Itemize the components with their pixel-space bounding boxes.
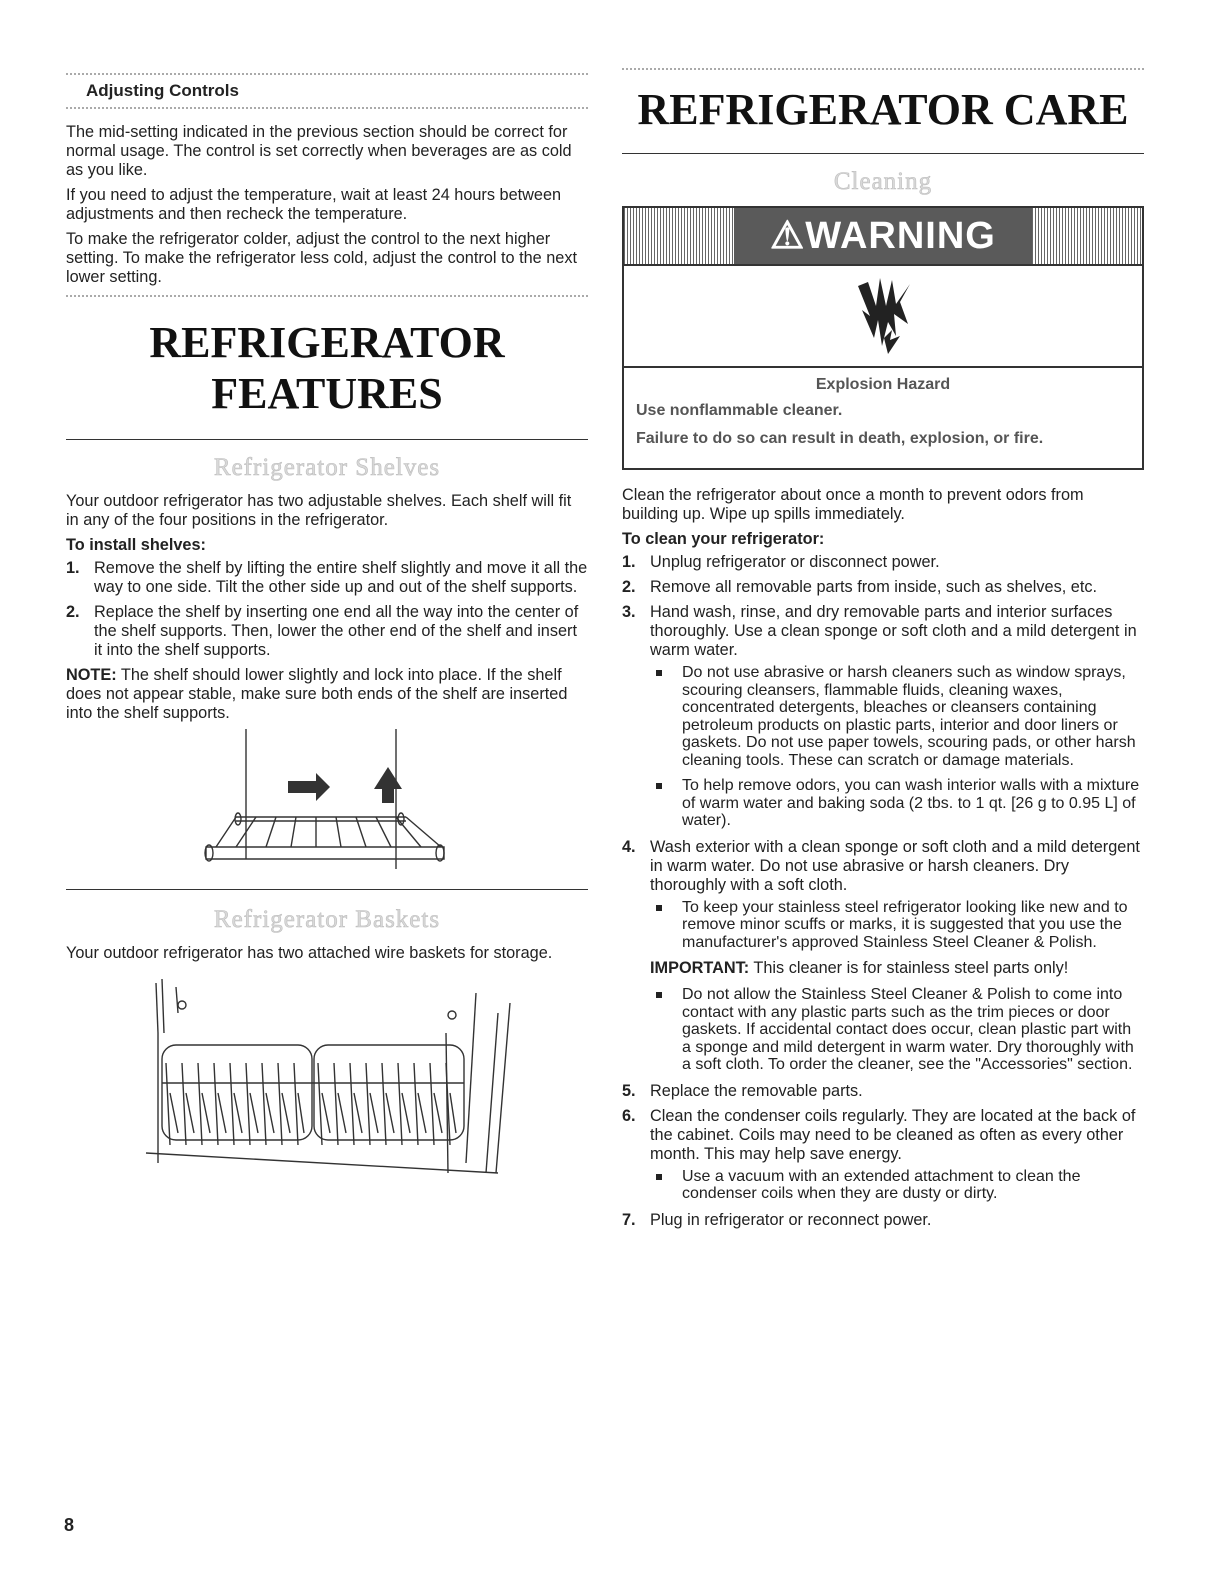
rule [622, 153, 1144, 154]
list-item: 2. Replace the shelf by inserting one end all the way into the center of the shelf supports. Then, lower the other end of the shelf and insert it into the shelf supports. [66, 603, 579, 659]
warning-line: Failure to do so can result in death, explosion, or fire. [636, 430, 1044, 447]
adjusting-paragraph: The mid-setting indicated in the previous section should be correct for normal usage. The control is set correctly when beverages are as cold as you like. [66, 123, 572, 179]
list-item: 7. Plug in refrigerator or reconnect power. [622, 1210, 932, 1229]
install-shelves-label: To install shelves: [66, 536, 206, 554]
divider [66, 73, 588, 75]
care-title: REFRIGERATOR CARE [637, 85, 1129, 134]
clean-label: To clean your refrigerator: [622, 530, 825, 548]
hazard-title: Explosion Hazard [815, 376, 951, 393]
list-item: 3. Hand wash, rinse, and dry removable parts and interior surfaces thoroughly. Use a clean sponge or soft cloth and a mild detergent in warm water. Do not use abrasive or harsh cleaners such as window sprays, scouring cleansers, flammable fluids, cleaning waxes, concentrated detergents, bleaches or cleansers containing petroleum products on plastic parts, interior and door liners or gaskets. Do not use paper towels, scouring pads, or other harsh cleaning tools. These can scratch or damage materials. To help remove odors, you can wash interior walls with a mixture of warm water and baking soda (2 tbs. to 1 qt. [26 g to 0.95 L] of water). [622, 603, 1144, 830]
adjusting-controls-heading: Adjusting Controls [86, 81, 239, 100]
list-item: To keep your stainless steel refrigerator looking like new and to remove minor scuffs or marks, it is suggested that you use the manufacturer's approved Stainless Steel Cleaner & Polish. [622, 899, 1144, 952]
divider [66, 107, 588, 109]
sub-list [622, 986, 1144, 1074]
features-title: REFRIGERATOR FEATURES [149, 318, 505, 418]
warning-box [622, 206, 1144, 470]
page-number: 8 [64, 1515, 75, 1535]
list-item: To help remove odors, you can wash interior walls with a mixture of warm water and baking soda (2 tbs. to 1 qt. [26 g to 0.95 L] of water). [622, 777, 1144, 830]
adjusting-paragraph: To make the refrigerator colder, adjust the control to the next higher setting. To make the refrigerator less cold, adjust the control to the next lower setting. [66, 230, 578, 286]
shelves-intro: Your outdoor refrigerator has two adjustable shelves. Each shelf will fit in any of the four positions in the refrigerator. [66, 492, 572, 529]
rule [66, 889, 588, 890]
list-item: 1. Remove the shelf by lifting the entire shelf slightly and move it all the way to one side. Tilt the other side up and out of the shelf supports. [66, 559, 588, 596]
sub-list [622, 1168, 1144, 1203]
sub-list [622, 664, 1144, 830]
install-steps [66, 559, 588, 660]
important-note: IMPORTANT: This cleaner is for stainless steel parts only! [650, 959, 1069, 977]
list-item: 6. Clean the condenser coils regularly. They are located at the back of the cabinet. Coils may need to be cleaned as often as every other month. This may help save energy. Use a vacuum with an extended attachment to clean the condenser coils when they are dusty or dirty. [622, 1107, 1144, 1203]
list-item: Do not use abrasive or harsh cleaners such as window sprays, scouring cleansers, flammable fluids, cleaning waxes, concentrated detergents, bleaches or cleansers containing petroleum products on plastic parts, interior and door liners or gaskets. Do not use paper towels, scouring pads, or other harsh cleaning tools. These can scratch or damage materials. [622, 664, 1144, 769]
rule [66, 439, 588, 440]
cleaning-heading: Cleaning [833, 168, 933, 195]
list-item: 5. Replace the removable parts. [622, 1081, 863, 1100]
shelf-illustration [66, 729, 588, 879]
list-item: 4. Wash exterior with a clean sponge or soft cloth and a mild detergent in warm water. Do not use abrasive or harsh cleaners. Dry thoroughly with a soft cloth. To keep your stainless steel refrigerator looking like new and to remove minor scuffs or marks, it is suggested that you use the manufacturer's approved Stainless Steel Cleaner & Polish. IMPORTANT: This cleaner is for stainless steel parts only! Do not allow the Stainless Steel Cleaner & Polish to come into contact with any plastic parts such as the trim pieces or door gaskets. If accidental contact does occur, clean plastic part with a sponge and mild detergent in warm water. Dry thoroughly with a soft cloth. To order the cleaner, see the "Accessories" section. [622, 838, 1144, 1074]
baskets-heading: Refrigerator Baskets [213, 906, 441, 933]
explosion-icon [624, 266, 1142, 368]
left-column [66, 0, 588, 1203]
divider [622, 68, 1144, 70]
warning-line: Use nonflammable cleaner. [636, 402, 843, 419]
divider [66, 295, 588, 297]
warning-label: ⚠WARNING [734, 208, 1032, 264]
list-item: 2. Remove all removable parts from inside, such as shelves, etc. [622, 578, 1098, 596]
note-paragraph: NOTE: The shelf should lower slightly and lock into place. If the shelf does not appear stable, make sure both ends of the shelf are inserted into the shelf supports. [66, 666, 568, 722]
clean-intro: Clean the refrigerator about once a month to prevent odors from building up. Wipe up spills immediately. [622, 486, 1084, 523]
basket-illustration [66, 973, 588, 1203]
list-item: Do not allow the Stainless Steel Cleaner & Polish to come into contact with any plastic parts such as the trim pieces or door gaskets. If accidental contact does occur, clean plastic part with a sponge and mild detergent in warm water. Dry thoroughly with a soft cloth. To order the cleaner, see the "Accessories" section. [622, 986, 1144, 1074]
right-column [622, 0, 1144, 1236]
adjusting-paragraph: If you need to adjust the temperature, wait at least 24 hours between adjustments and then recheck the temperature. [66, 186, 562, 223]
warning-body [624, 368, 1142, 468]
clean-steps [622, 553, 1144, 1230]
shelves-heading: Refrigerator Shelves [213, 454, 441, 481]
list-item: 1. Unplug refrigerator or disconnect power. [622, 553, 940, 571]
list-item: Use a vacuum with an extended attachment to clean the condenser coils when they are dusty or dirty. [622, 1168, 1144, 1203]
sub-list [622, 899, 1144, 952]
warning-bar [624, 208, 1142, 266]
baskets-text: Your outdoor refrigerator has two attached wire baskets for storage. [66, 944, 553, 962]
